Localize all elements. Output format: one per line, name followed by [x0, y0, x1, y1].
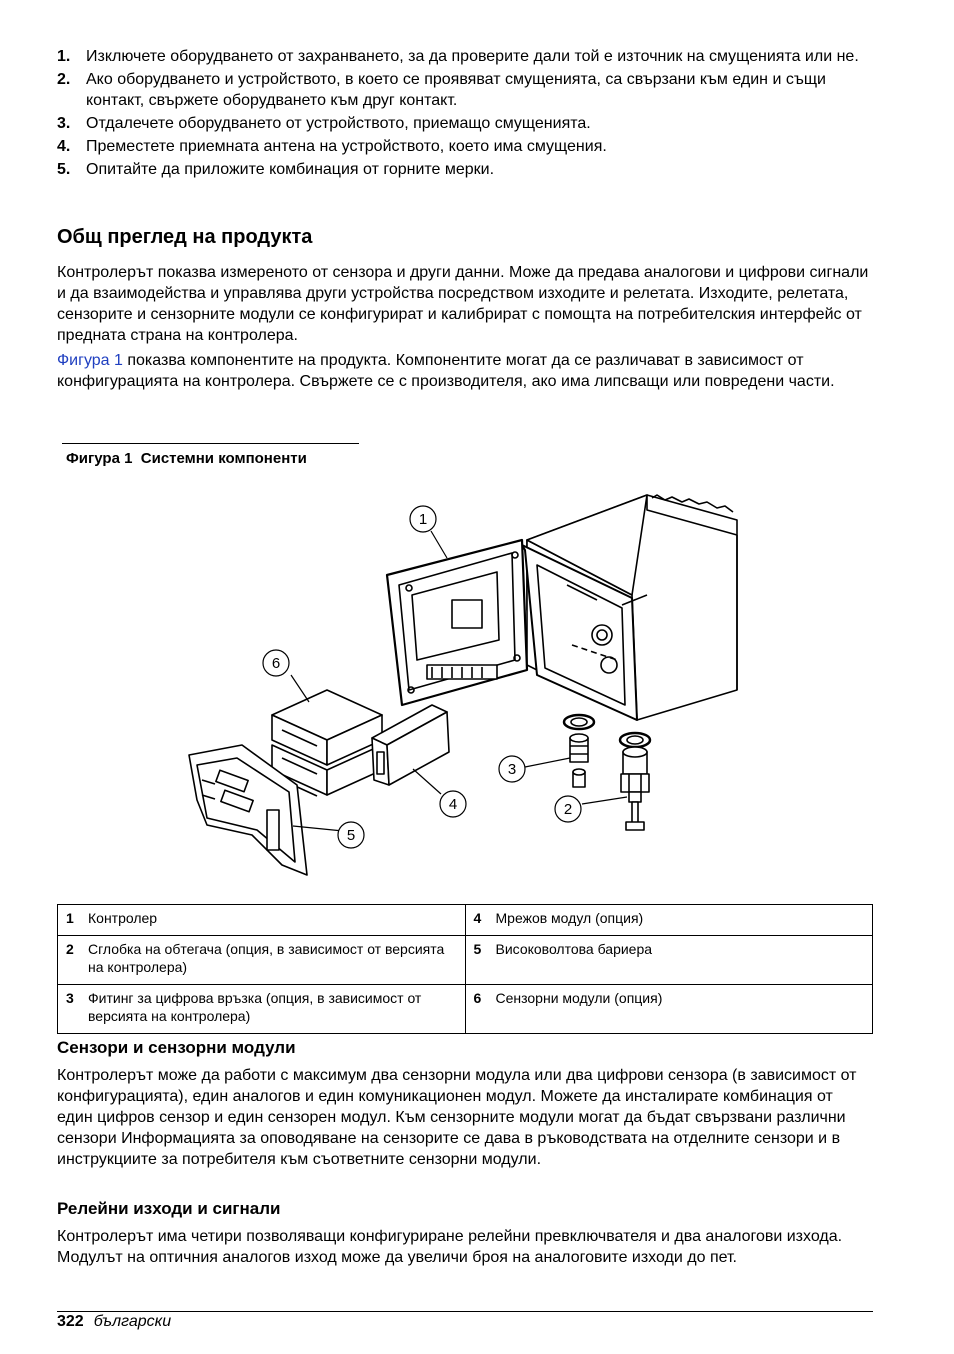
controller-enclosure	[522, 495, 737, 720]
step-number: 4.	[57, 138, 71, 155]
legend-cell	[465, 905, 873, 936]
svg-text:3: 3	[507, 761, 517, 778]
figure-link[interactable]: Фигура 1	[57, 352, 123, 369]
sensors-heading: Сензори и сензорни модули	[57, 1038, 296, 1057]
legend-number: 6	[473, 990, 482, 1006]
step-number: 2.	[57, 71, 71, 88]
legend-text: Високоволтова бариера	[495, 941, 653, 957]
footer-language: български	[93, 1313, 172, 1330]
table-row	[58, 985, 873, 1034]
legend-text: Контролер	[88, 910, 158, 926]
legend-text: Сглобка на обтегача (опция, в зависимост от версията на контролера)	[88, 941, 445, 975]
callout-1	[410, 506, 436, 532]
figure-legend-table	[57, 904, 873, 1034]
figure-rule	[62, 443, 359, 444]
section-title: Общ преглед на продукта	[57, 226, 313, 248]
callout-4	[440, 791, 466, 817]
step-number: 5.	[57, 161, 71, 178]
step-text: Изключете оборудването от захранването, за да проверите дали той е източник на смущенията или не.	[86, 48, 859, 65]
callout-5	[338, 822, 364, 848]
svg-text:5: 5	[346, 827, 356, 844]
step-text: Ако оборудването и устройството, в което се проявяват смущенията, са свързани към един и същи контакт, свържете оборудването към друг контакт.	[86, 71, 826, 109]
digital-connection-fitting	[564, 715, 594, 787]
figure-paragraph-text: показва компонентите на продукта. Компонентите могат да се различават в зависимост от конфигурацията на контролера. Свържете се с производителя, ако има липсващи или повредени части.	[57, 352, 835, 390]
legend-text: Фитинг за цифрова връзка (опция, в зависимост от версията на контролера)	[88, 990, 422, 1024]
page-footer	[57, 1313, 171, 1331]
legend-number: 3	[66, 990, 74, 1006]
callout-3	[499, 756, 525, 782]
legend-cell	[58, 905, 466, 936]
legend-number: 2	[66, 941, 74, 957]
step-item	[57, 113, 872, 134]
figure-caption: Фигура 1 Системни компоненти	[66, 450, 307, 467]
legend-number: 1	[66, 910, 74, 926]
sensors-paragraph: Контролерът може да работи с максимум два сензорни модула или два цифрови сензора (в зависимост от конфигурацията), един аналогов и един комуникационен модул. Можете да инсталирате комбинация от един цифров сензор и един сензорен модул. Към сензорните модули могат да бъдат свързвани различни сензори Информацията за оповодяване на сензорите се дава в ръководствата на отделните сензори и в инструкциите за потребителя към съответните сензорни модули.	[57, 1067, 857, 1168]
legend-text: Мрежов модул (опция)	[495, 910, 644, 926]
table-row	[58, 905, 873, 936]
relays-paragraph: Контролерът има четири позволяващи конфигуриране релейни превключвателя и два аналогови изхода. Модулът на оптичния аналогов изход може да увеличи броя на аналоговите изходи до пет.	[57, 1228, 843, 1266]
page-number: 322	[57, 1313, 84, 1330]
relays-heading: Релейни изходи и сигнали	[57, 1199, 281, 1218]
step-number: 3.	[57, 115, 71, 132]
legend-cell	[465, 936, 873, 985]
svg-text:6: 6	[271, 655, 281, 672]
overview-paragraph: Контролерът показва измереното от сензора и други данни. Може да предава аналогови и цифрови сигнали и да взаимодейства и управлява други устройства посредством изходите и релетата. Изходите, релетата, сензорите и сензорните модули се конфигурират и калибрират с помощта на потребителския интерфейс от предната страна на контролера.	[57, 264, 869, 344]
svg-text:2: 2	[563, 801, 573, 818]
legend-cell	[58, 936, 466, 985]
callout-2	[555, 796, 581, 822]
callout-6	[263, 650, 289, 676]
footer-rule	[57, 1311, 873, 1312]
steps-list	[57, 46, 872, 182]
step-number: 1.	[57, 48, 71, 65]
system-components-illustration	[177, 490, 757, 890]
legend-number: 4	[473, 910, 482, 926]
overview-figure-paragraph	[57, 350, 872, 392]
network-module	[372, 705, 449, 785]
step-text: Опитайте да приложите комбинация от горните мерки.	[86, 161, 495, 178]
svg-text:1: 1	[418, 511, 428, 528]
legend-cell	[465, 985, 873, 1034]
step-item	[57, 46, 872, 67]
legend-cell	[58, 985, 466, 1034]
step-item	[57, 159, 872, 180]
controller-front-panel	[387, 540, 527, 705]
legend-number: 5	[473, 941, 482, 957]
svg-text:4: 4	[448, 796, 458, 813]
table-row	[58, 936, 873, 985]
legend-text: Сензорни модули (опция)	[495, 990, 663, 1006]
step-item	[57, 136, 872, 157]
step-text: Преместете приемната антена на устройството, което има смущения.	[86, 138, 607, 155]
strain-relief-assembly	[620, 733, 650, 830]
step-item	[57, 69, 872, 111]
step-text: Отдалечете оборудването от устройството, приемащо смущенията.	[86, 115, 591, 132]
